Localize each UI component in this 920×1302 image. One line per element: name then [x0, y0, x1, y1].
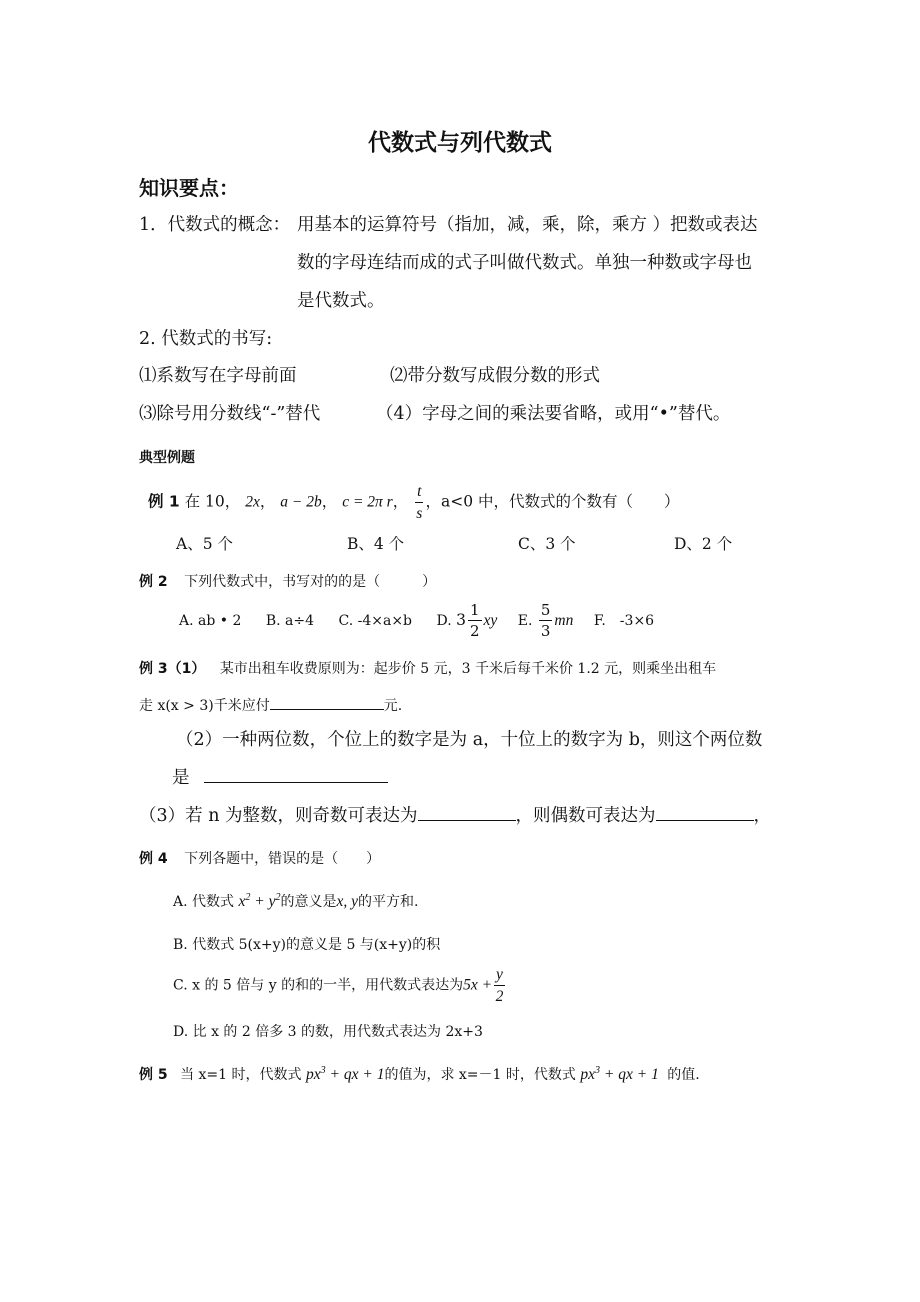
- fraction-t-over-s: $\frac{t}{s}$: [416, 483, 423, 522]
- example-3-q1-line1: 例 3（1） 某市出租车收费原则为：起步价 5 元，3 千米后每千米价 1.2 元，则乘坐出租车: [139, 661, 717, 677]
- example-2-option-d[interactable]: D. 3 $\frac{1}{2}$ xy: [436, 601, 498, 640]
- example-5-label: 例 5: [139, 1067, 168, 1083]
- item1-label: 1．代数式的概念：: [139, 215, 291, 235]
- example-1-pre: 在 10，: [184, 492, 241, 511]
- examples-heading: 典型例题: [139, 450, 195, 466]
- example-2-question: [139, 571, 436, 591]
- rule-1: ⑴系数写在字母前面: [139, 366, 297, 386]
- item1-line1: 用基本的运算符号（指加，减，乘，除，乘方 ）把数或表达: [297, 215, 758, 235]
- example-2-option-c[interactable]: C. -4×a×b: [338, 613, 413, 629]
- expr-a-minus-2b: a − 2b: [280, 493, 322, 511]
- example-4-question: 例 4 下列各题中，错误的是（ ）: [139, 851, 381, 867]
- example-2-option-e[interactable]: E. $\frac{5}{3}$ mn: [517, 601, 574, 640]
- answer-blank-odd[interactable]: [418, 819, 516, 821]
- example-3-q2-line2: 是: [172, 764, 388, 789]
- example-2-option-b[interactable]: B. a÷4: [265, 613, 315, 629]
- example-1-question: 例 1 在 10， 2x， a − 2b， c = 2π r， $\frac{t}{s}$ ，a<0 中，代数式的个数有（ ）: [148, 483, 680, 522]
- page-title: 代数式与列代数式: [368, 130, 552, 156]
- example-1-post: ，a<0 中，代数式的个数有（ ）: [425, 492, 680, 511]
- example-1-label: 例 1: [148, 492, 180, 511]
- rule-4: （4）字母之间的乘法要省略，或用“•”替代。: [376, 404, 731, 424]
- answer-blank-2[interactable]: [204, 781, 388, 783]
- example-4-option-d[interactable]: D. 比 x 的 2 倍多 3 的数，用代数式表达为 2x+3: [173, 1024, 483, 1040]
- expr-2x: 2x: [245, 493, 260, 511]
- example-3-q3: （3）若 n 为整数，则奇数可表达为 ，则偶数可表达为 ，: [139, 806, 772, 826]
- item1-line2: 数的字母连结而成的式子叫做代数式。单独一种数或字母也: [297, 253, 752, 273]
- rule-3: ⑶除号用分数线“-”替代: [139, 404, 321, 424]
- rule-2: ⑵带分数写成假分数的形式: [390, 366, 600, 386]
- item2-heading: 2. 代数式的书写:: [139, 329, 273, 349]
- example-4-option-a[interactable]: A. 代数式 $x^2 + y^2$的意义是x, y的平方和.: [173, 891, 419, 910]
- example-1-option-c[interactable]: C、3 个: [518, 535, 576, 553]
- example-4-option-b[interactable]: B. 代数式 5(x+y)的意义是 5 与(x+y)的积: [173, 937, 441, 953]
- example-1-option-a[interactable]: A、5 个: [176, 535, 233, 553]
- example-3-q2-line1: （2）一种两位数，个位上的数字是为 a，十位上的数字为 b，则这个两位数: [176, 730, 763, 750]
- expr-c-2pi-r: c = 2π r: [342, 493, 393, 511]
- example-2-text: 下列代数式中，书写对的的是（ ）: [184, 574, 437, 590]
- example-1-option-b[interactable]: B、4 个: [347, 535, 405, 553]
- answer-blank-1[interactable]: [270, 708, 384, 710]
- example-2-options: [179, 603, 654, 639]
- example-4-option-c[interactable]: C. x 的 5 倍与 y 的和的一半，用代数式表达为5x + $\frac{y}{2}$: [173, 966, 504, 1005]
- example-2-label: 例 2: [139, 574, 168, 590]
- example-3-label: 例 3（1）: [139, 661, 206, 677]
- item1-line3: 是代数式。: [297, 291, 385, 311]
- knowledge-heading: 知识要点：: [139, 176, 239, 200]
- example-1-option-d[interactable]: D、2 个: [674, 535, 733, 553]
- example-5-question: 例 5 当 x=1 时，代数式 $px^3$ + qx + 1的值为，求 x=－1 时，代数式 $px^3$ + qx + 1 的值.: [139, 1064, 700, 1083]
- example-2-option-a[interactable]: A. ab • 2: [179, 613, 242, 629]
- example-4-label: 例 4: [139, 851, 168, 867]
- answer-blank-even[interactable]: [656, 819, 754, 821]
- example-2-option-f[interactable]: F. -3×6: [593, 613, 655, 629]
- example-3-q1-line2: 走 x(x > 3)千米应付 元.: [139, 698, 403, 714]
